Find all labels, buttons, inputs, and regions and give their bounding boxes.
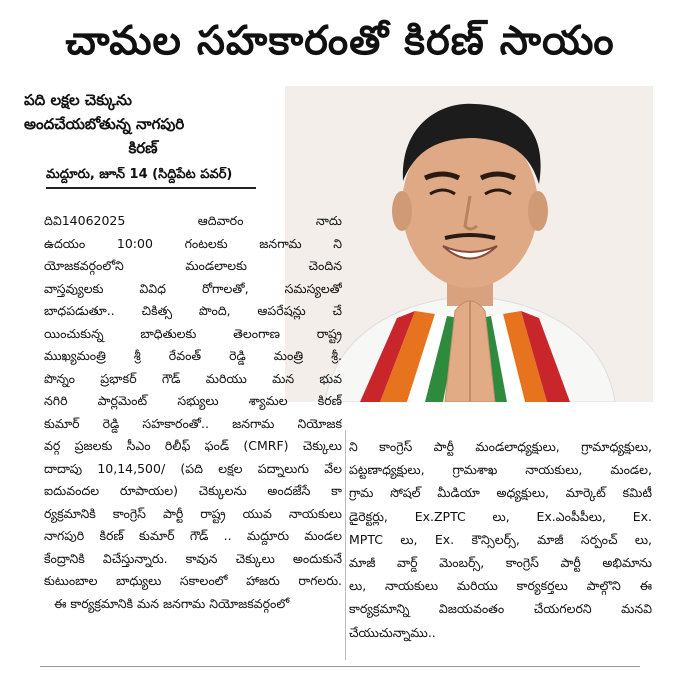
body-line: కుమార్ రెడ్డి సహకారంతో.. జనగామ నియోజక [44, 415, 342, 431]
body-line: పొన్నం ప్రభాకర్ గౌడ్ మరియు మన భువ [44, 370, 342, 386]
dateline: మద్దూరు, జూన్ 14 (సిద్దిపేట పవర్) [46, 167, 256, 189]
bottom-rule [40, 666, 640, 667]
body-line: ఉదయం 10:00 గంటలకు జనగామ ని [44, 235, 342, 251]
body-line: వాస్తవ్యులకు వివిధ రోగాలతో, సమస్యలతో [44, 280, 342, 296]
body-line: యోజకవర్గంలోని మండలాలకు చెందిన [44, 258, 342, 273]
body-line: నగిరి పార్లమెంట్ సభ్యులు శ్యామల కిరణ్ [44, 393, 342, 408]
subheading-line: కిరణ్ [128, 139, 158, 157]
headline: చామల సహకారంతో కిరణ్ సాయం [65, 18, 615, 64]
body-line: కార్యక్రమాన్ని విజయవంతం చేయగలరని మనవి [349, 601, 652, 617]
body-line: కుటుంబాల బాధ్యులు సకాలంలో హాజరు రాగలరు. [44, 573, 342, 588]
body-line: దివి14062025 ఆదివారం నాదు [44, 213, 342, 228]
body-line: మాజీ వార్డ్ మెంబర్స్, కాంగ్రెస్ పార్టీ అభిమాను [349, 555, 652, 571]
body-line: నాగపురి కిరణ్ కుమార్ గౌడ్ .. మద్దూరు మండల [44, 528, 342, 543]
subheading-line: పది లక్షల చెక్కును [24, 91, 132, 109]
column-divider [345, 430, 346, 660]
body-line: ర్యక్రమానికి కాంగ్రెస్ పార్టీ రాష్ట్ర యువ నాయకులు [44, 505, 342, 521]
body-line: గ్రామ సోషల్ మీడియా అధ్యక్షులు, మార్కెట్ కమిటీ [349, 485, 652, 501]
article-body-right [349, 435, 652, 644]
body-line: కేంద్రానికి విచేస్తున్నారు. కావున చెక్కులు అందుకునే [44, 550, 342, 566]
body-line: లు, నాయకులు మరియు కార్యకర్తలు పాల్గొని ఈ [349, 578, 652, 594]
body-line: వర్గ ప్రజలకు సీఎం రిలీఫ్ ఫండ్ (CMRF) చెక్కులు [44, 438, 342, 453]
body-line: యించుకున్న బాధితులకు తెలంగాణ రాష్ట్ర [44, 325, 342, 341]
body-line: MPTC లు, Ex. కౌన్సిలర్స్, మాజీ సర్పంచ్ లు, [349, 531, 652, 547]
body-line: చేయుచున్నాము.. [349, 624, 436, 640]
body-line: ముఖ్యమంత్రి శ్రీ రేవంత్ రెడ్డి మంత్రి శ్రీ. [44, 348, 342, 363]
body-line: దాదాపు 10,14,500/ (పది లక్షల పద్నాలుగు వేల [44, 460, 342, 476]
body-line: డైరెక్టర్లు, Ex.ZPTC లు, Ex.ఎంపీపీలు, Ex. [349, 508, 652, 524]
subheading [24, 88, 262, 160]
body-line: ఐదువందల రూపాయల) చెక్కులను అందజేసే కా [44, 483, 342, 498]
body-line: ని కాంగ్రెస్ పార్టీ మండలాధ్యక్షులు, గ్రామాధ్యక్షులు, [349, 439, 652, 454]
body-line: ఈ కార్యక్రమానికి మన జనగామ నియోజకవర్గంలో [54, 595, 290, 611]
body-line: పట్టణాధ్యక్షులు, గ్రామశాఖ నాయకులు, మండల, [349, 462, 652, 478]
body-line: బాధపడుతూ.. చికిత్స పొంది, ఆపరేషన్లు చే [44, 303, 342, 318]
subheading-line: అందచేయబోతున్న నాగపురి [24, 115, 185, 133]
article-body-left [20, 210, 342, 615]
